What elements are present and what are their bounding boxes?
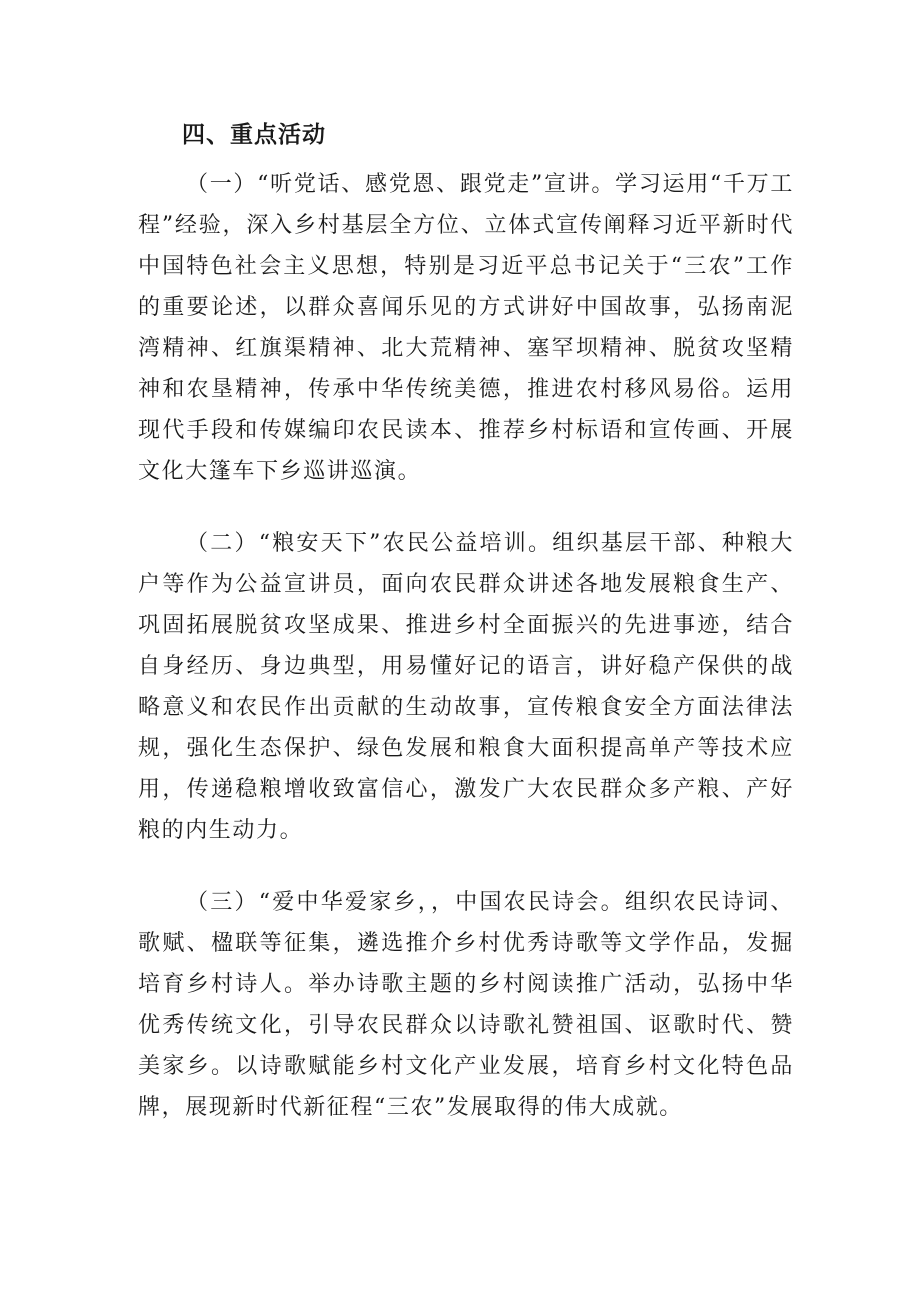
section-heading: 四、重点活动 [182, 122, 326, 148]
paragraph-activity-3: （三）“爱中华爱家乡，，中国农民诗会。组织农民诗词、歌赋、楹联等征集，遴选推介乡村优秀诗歌等文学作品，发掘培育乡村诗人。举办诗歌主题的乡村阅读推广活动，弘扬中华优秀传统文化，引导农民群众以诗歌礼赞祖国、讴歌时代、赞美家乡。以诗歌赋能乡村文化产业发展，培育乡村文化特色品牌，展现新时代新征程“三农”发展取得的伟大成就。 [138, 890, 794, 1120]
paragraph-activity-1: （一）“听党话、感党恩、跟党走”宣讲。学习运用“千万工程”经验，深入乡村基层全方位、立体式宣传阐释习近平新时代中国特色社会主义思想，特别是习近平总书记关于“三农”工作的重要论述，以群众喜闻乐见的方式讲好中国故事，弘扬南泥湾精神、红旗渠精神、北大荒精神、塞罕坝精神、脱贫攻坚精神和农垦精神，传承中华传统美德，推进农村移风易俗。运用现代手段和传媒编印农民读本、推荐乡村标语和宣传画、开展文化大篷车下乡巡讲巡演。 [138, 172, 794, 484]
paragraph-activity-2: （二）“粮安天下”农民公益培训。组织基层干部、种粮大户等作为公益宣讲员，面向农民群众讲述各地发展粮食生产、巩固拓展脱贫攻坚成果、推进乡村全面振兴的先进事迹，结合自身经历、身边典型，用易懂好记的语言，讲好稳产保供的战略意义和农民作出贡献的生动故事，宣传粮食安全方面法律法规，强化生态保护、绿色发展和粮食大面积提高单产等技术应用，传递稳粮增收致富信心，激发广大农民群众多产粮、产好粮的内生动力。 [138, 531, 794, 843]
document-body [138, 112, 794, 1128]
